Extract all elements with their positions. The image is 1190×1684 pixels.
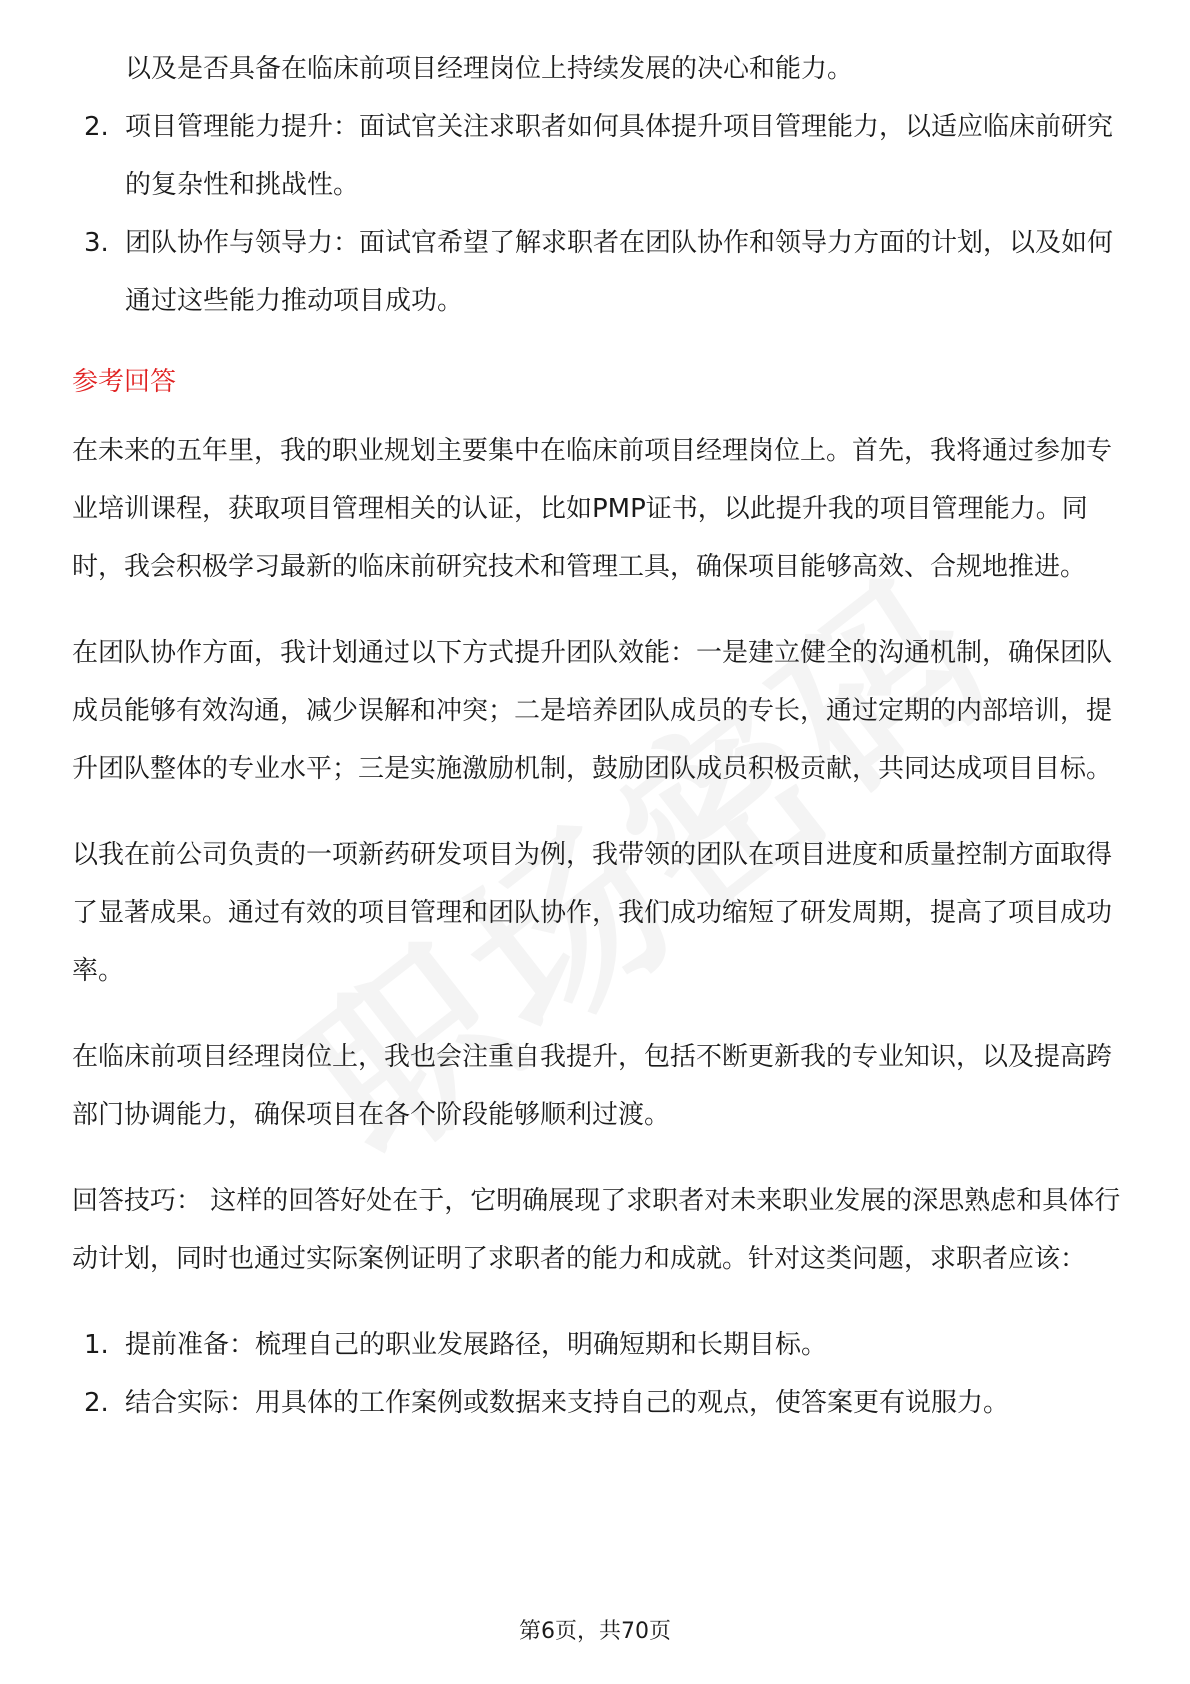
list-item-text: 结合实际：用具体的工作案例或数据来支持自己的观点，使答案更有说服力。 (125, 1388, 1010, 1418)
answer-tips-paragraph: 回答技巧： 这样的回答好处在于，它明确展现了求职者对未来职业发展的深思熟虑和具体行动计划，同时也通过实际案例证明了求职者的能力和成就。针对这类问题，求职者应该： (72, 1186, 1121, 1274)
answer-paragraph: 在临床前项目经理岗位上，我也会注重自我提升，包括不断更新我的专业知识，以及提高跨部门协调能力，确保项目在各个阶段能够顺利过渡。 (72, 1042, 1113, 1130)
page-footer: 第6页，共70页 (519, 1619, 671, 1644)
list-item (72, 1316, 1122, 1374)
list-item (72, 1374, 1122, 1432)
tips-list (72, 1316, 1122, 1432)
list-item-continuation: 以及是否具备在临床前项目经理岗位上持续发展的决心和能力。 (125, 54, 854, 84)
answer-paragraph: 在团队协作方面，我计划通过以下方式提升团队效能：一是建立健全的沟通机制，确保团队成员能够有效沟通，减少误解和冲突；二是培养团队成员的专长，通过定期的内部培训，提升团队整体的专业水平；三是实施激励机制，鼓励团队成员积极贡献，共同达成项目目标。 (72, 638, 1113, 784)
answer-paragraph: 在未来的五年里，我的职业规划主要集中在临床前项目经理岗位上。首先，我将通过参加专业培训课程，获取项目管理相关的认证，比如PMP证书，以此提升我的项目管理能力。同时，我会积极学习最新的临床前研究技术和管理工具，确保项目能够高效、合规地推进。 (72, 436, 1113, 582)
list-item-text: 团队协作与领导力：面试官希望了解求职者在团队协作和领导力方面的计划，以及如何通过这些能力推动项目成功。 (125, 228, 1114, 316)
list-item-text: 提前准备：梳理自己的职业发展路径，明确短期和长期目标。 (125, 1330, 828, 1360)
list-number: 3. (84, 228, 109, 258)
answer-paragraph: 以我在前公司负责的一项新药研发项目为例，我带领的团队在项目进度和质量控制方面取得了显著成果。通过有效的项目管理和团队协作，我们成功缩短了研发周期，提高了项目成功率。 (72, 840, 1113, 986)
list-number: 1. (84, 1330, 109, 1360)
list-number: 2. (84, 112, 109, 142)
list-item (72, 214, 1122, 330)
section-title: 参考回答 (72, 367, 177, 397)
page-content (72, 40, 1122, 1432)
list-item (72, 98, 1122, 214)
focus-points-list (72, 98, 1122, 330)
list-number: 2. (84, 1388, 109, 1418)
list-item-text: 项目管理能力提升：面试官关注求职者如何具体提升项目管理能力，以适应临床前研究的复杂性和挑战性。 (125, 112, 1114, 200)
